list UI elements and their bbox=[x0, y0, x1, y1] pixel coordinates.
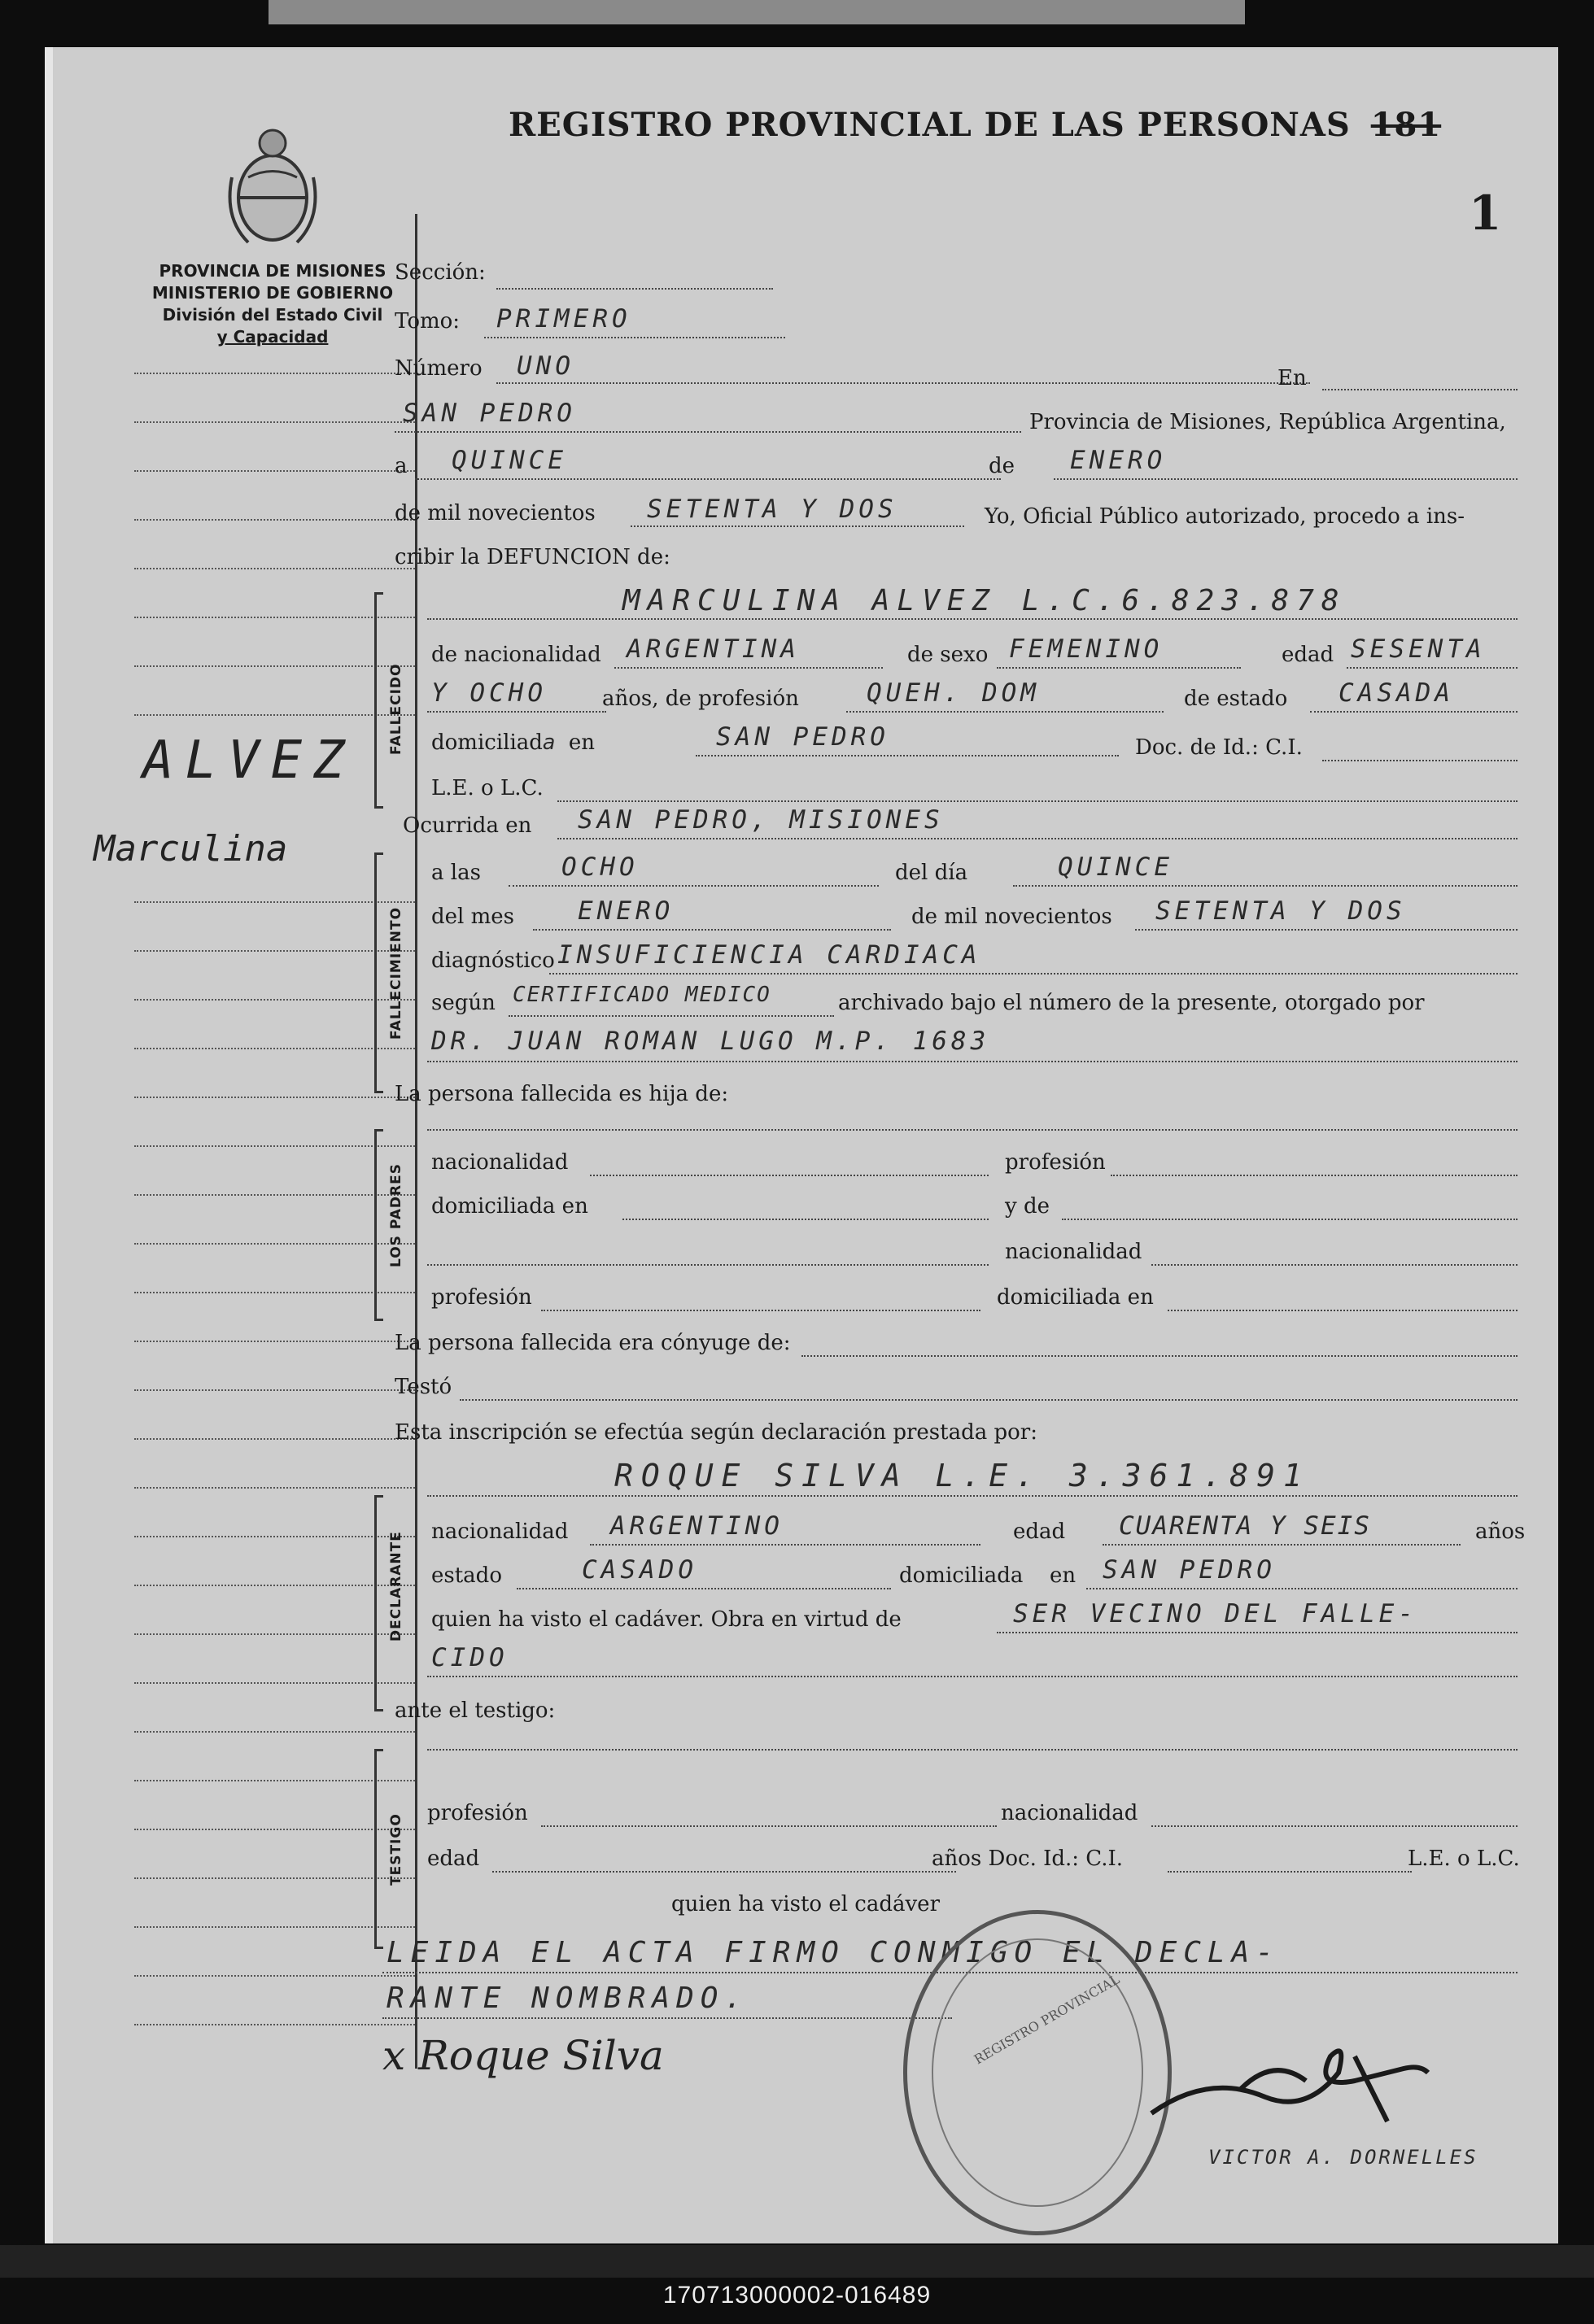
a-las-label: a las bbox=[431, 861, 481, 885]
le-lc-label: L.E. o L.C. bbox=[431, 776, 544, 800]
numero-line bbox=[496, 382, 1310, 384]
madre-nacionalidad-label: nacionalidad bbox=[1005, 1240, 1142, 1264]
seccion-label: Sección: bbox=[395, 260, 486, 285]
padres-bracket bbox=[374, 1129, 383, 1321]
struck-number: 181 bbox=[1370, 106, 1442, 144]
nacionalidad-label: de nacionalidad bbox=[431, 643, 601, 667]
madre-nacionalidad-line bbox=[1151, 1264, 1518, 1266]
sexo-label: de sexo bbox=[907, 643, 989, 667]
numero-value: UNO bbox=[517, 351, 574, 381]
anio-value: SETENTA Y DOS bbox=[647, 495, 897, 524]
document-page bbox=[45, 47, 1558, 2243]
declarante-edad-label: edad bbox=[1013, 1520, 1066, 1544]
fallecido-section-label: FALLECIDO bbox=[388, 663, 404, 755]
title-text: REGISTRO PROVINCIAL DE LAS PERSONAS bbox=[509, 106, 1351, 144]
declarante-estado-label: estado bbox=[431, 1563, 502, 1588]
testigo-le-lc-label: L.E. o L.C. bbox=[1408, 1847, 1520, 1871]
tomo-line bbox=[484, 337, 785, 338]
ministry-line-4: y Capacidad bbox=[216, 327, 329, 347]
padre-nombre-line bbox=[427, 1129, 1518, 1131]
registry-stamp bbox=[903, 1910, 1172, 2235]
closing-line-2: RANTE NOMBRADO. bbox=[386, 1982, 749, 2015]
edad-label: edad bbox=[1282, 643, 1334, 667]
declarante-estado-value: CASADO bbox=[582, 1555, 697, 1585]
ocurrida-value: SAN PEDRO, MISIONES bbox=[578, 805, 944, 835]
mes-line-2 bbox=[533, 929, 891, 931]
declarante-nacionalidad-label: nacionalidad bbox=[431, 1520, 569, 1544]
en-line bbox=[1322, 389, 1518, 390]
declarante-virtud-value: SER VECINO DEL FALLE- bbox=[1013, 1599, 1417, 1629]
conyuge-line bbox=[801, 1355, 1518, 1357]
declarante-domiciliada-label: domiciliada bbox=[899, 1563, 1024, 1588]
lugar-value: SAN PEDRO bbox=[403, 399, 576, 428]
testigo-nacionalidad-label: nacionalidad bbox=[1001, 1801, 1138, 1825]
madre-profesion-line bbox=[541, 1310, 980, 1311]
fallecimiento-section-label: FALLECIMIENTO bbox=[388, 906, 404, 1040]
padres-section-label: LOS PADRES bbox=[388, 1163, 404, 1267]
testo-line bbox=[460, 1399, 1518, 1401]
declaracion-label: Esta inscripción se efectúa según declaración prestada por: bbox=[395, 1420, 1037, 1445]
column-divider bbox=[415, 214, 417, 2069]
padre-domicilio-line bbox=[622, 1219, 989, 1220]
declarante-domicilio-line bbox=[1086, 1588, 1518, 1589]
declarante-nacionalidad-line bbox=[590, 1544, 980, 1546]
edad-line-2 bbox=[427, 711, 606, 713]
fallecimiento-dia-value: QUINCE bbox=[1058, 852, 1173, 882]
oficial-text: Yo, Oficial Público autorizado, procedo a ins- bbox=[985, 504, 1465, 529]
official-signature-icon bbox=[1143, 2024, 1452, 2138]
diagnostico-line bbox=[549, 973, 1518, 975]
fallecido-bracket bbox=[374, 592, 383, 809]
provincia-text: Provincia de Misiones, República Argentina, bbox=[1029, 410, 1506, 434]
official-name: VICTOR A. DORNELLES bbox=[1208, 2146, 1478, 2169]
testigo-edad-line bbox=[492, 1871, 956, 1873]
testigo-section-label: TESTIGO bbox=[388, 1813, 404, 1886]
scan-bottom-strip bbox=[0, 2245, 1594, 2278]
declarante-nacionalidad-value: ARGENTINO bbox=[610, 1511, 784, 1541]
page-number: 1 bbox=[1469, 185, 1502, 241]
domicilio-line bbox=[696, 755, 1119, 756]
domicilio-label: domiciliad bbox=[431, 730, 543, 755]
archivado-text: archivado bajo el número de la presente, otorgado por bbox=[838, 991, 1425, 1015]
mes-value: ENERO bbox=[1070, 446, 1167, 475]
anio-line bbox=[631, 525, 964, 527]
padre-nacionalidad-line bbox=[590, 1175, 989, 1176]
scan-image-id: 170713000002-016489 bbox=[662, 2282, 932, 2309]
del-dia-label: del día bbox=[895, 861, 968, 885]
fallecimiento-bracket bbox=[374, 852, 383, 1093]
ministry-line-3: División del Estado Civil bbox=[162, 305, 383, 325]
declarante-anos-label: años bbox=[1475, 1520, 1526, 1544]
segun-label: según bbox=[431, 991, 496, 1015]
de-label: de bbox=[989, 454, 1015, 478]
declarante-visto-label: quien ha visto el cadáver. Obra en virtud de bbox=[431, 1607, 902, 1632]
profesion-value: QUEH. DOM bbox=[867, 678, 1040, 708]
background-edge bbox=[269, 0, 1245, 24]
padre-profesion-line bbox=[1111, 1175, 1518, 1176]
madre-nombre-line bbox=[1062, 1219, 1518, 1220]
fallecimiento-anio-value: SETENTA Y DOS bbox=[1155, 896, 1406, 926]
padres-intro: La persona fallecida es hija de: bbox=[395, 1082, 729, 1106]
estado-line bbox=[1310, 711, 1518, 713]
inscribir-text: cribir la DEFUNCION de: bbox=[395, 545, 670, 569]
doc-label: Doc. de Id.: C.I. bbox=[1135, 735, 1303, 760]
doc-line bbox=[1322, 760, 1518, 761]
estado-value: CASADA bbox=[1339, 678, 1454, 708]
medico-value: DR. JUAN ROMAN LUGO M.P. 1683 bbox=[431, 1027, 990, 1056]
fallecido-nombre-line bbox=[427, 618, 1518, 620]
declarante-virtud-line-2 bbox=[427, 1676, 1518, 1677]
dia-line-2 bbox=[1013, 885, 1518, 887]
declarante-section-label: DECLARANTE bbox=[388, 1531, 404, 1642]
declarante-bracket bbox=[374, 1495, 383, 1711]
declarant-signature: x Roque Silva bbox=[382, 2032, 664, 2079]
tomo-value: PRIMERO bbox=[496, 304, 631, 334]
nacionalidad-line bbox=[614, 667, 883, 669]
madre-domiciliada-label: domiciliada en bbox=[997, 1285, 1154, 1310]
padres-blank-line bbox=[427, 1264, 989, 1266]
hora-value: OCHO bbox=[561, 852, 639, 882]
ministry-line-1: PROVINCIA DE MISIONES bbox=[159, 261, 386, 281]
testo-label: Testó bbox=[395, 1375, 452, 1399]
conyuge-label: La persona fallecida era cónyuge de: bbox=[395, 1331, 791, 1355]
ante-testigo-label: ante el testigo: bbox=[395, 1698, 556, 1723]
anos-profesion-label: años, de profesión bbox=[602, 687, 799, 711]
testigo-profesion-label: profesión bbox=[427, 1801, 528, 1825]
stamp-text: REGISTRO PROVINCIAL bbox=[971, 1971, 1123, 2068]
edad-value: SESENTA bbox=[1351, 634, 1486, 664]
profesion-line bbox=[846, 711, 1164, 713]
anio-line-2 bbox=[1135, 929, 1518, 931]
del-mes-label: del mes bbox=[431, 905, 514, 929]
y-de-label: y de bbox=[1005, 1194, 1050, 1219]
dia-value: QUINCE bbox=[452, 446, 567, 475]
domicilio-en-label: en bbox=[568, 730, 595, 755]
nacionalidad-value: ARGENTINA bbox=[627, 634, 800, 664]
declarante-nombre-value: ROQUE SILVA L.E. 3.361.891 bbox=[614, 1458, 1310, 1493]
ocurrida-line bbox=[557, 838, 1518, 839]
declarante-nombre-line bbox=[427, 1495, 1518, 1497]
en-label: En bbox=[1277, 366, 1307, 390]
margin-given-name: Marculina bbox=[94, 828, 288, 870]
anio-label: de mil novecientos bbox=[395, 501, 596, 525]
padre-profesion-label: profesión bbox=[1005, 1150, 1106, 1175]
declarante-edad-line bbox=[1103, 1544, 1461, 1546]
coat-of-arms-icon bbox=[224, 120, 321, 251]
medico-line bbox=[427, 1061, 1518, 1062]
testigo-nacionalidad-line bbox=[1151, 1825, 1518, 1827]
declarante-edad-value: CUARENTA Y SEIS bbox=[1119, 1511, 1371, 1541]
seccion-line bbox=[496, 288, 773, 290]
testigo-bracket bbox=[374, 1749, 383, 1949]
edad-line bbox=[1347, 667, 1518, 669]
ministry-block bbox=[118, 260, 427, 348]
declarante-virtud-line bbox=[997, 1632, 1518, 1633]
segun-value: CERTIFICADO MEDICO bbox=[513, 983, 771, 1007]
testigo-profesion-line bbox=[541, 1825, 997, 1827]
fallecimiento-anio-label: de mil novecientos bbox=[911, 905, 1112, 929]
testigo-doc-line bbox=[1168, 1871, 1412, 1873]
sexo-line bbox=[997, 667, 1241, 669]
a-label: a bbox=[395, 454, 408, 478]
ministry-line-2: MINISTERIO DE GOBIERNO bbox=[151, 283, 394, 303]
segun-line bbox=[509, 1015, 834, 1017]
declarante-en-label: en bbox=[1050, 1563, 1076, 1588]
lugar-line bbox=[395, 431, 1021, 433]
dia-line bbox=[415, 478, 1001, 480]
declarante-estado-line bbox=[517, 1588, 891, 1589]
declarante-domicilio-value: SAN PEDRO bbox=[1103, 1555, 1276, 1585]
hora-line bbox=[509, 885, 879, 887]
tomo-label: Tomo: bbox=[395, 309, 461, 334]
madre-profesion-label: profesión bbox=[431, 1285, 532, 1310]
diagnostico-value: INSUFICIENCIA CARDIACA bbox=[557, 940, 981, 970]
testigo-edad-label: edad bbox=[427, 1847, 480, 1871]
closing-line-2-rule bbox=[382, 2017, 952, 2019]
domicilio-suffix: a bbox=[542, 730, 556, 755]
madre-domicilio-line bbox=[1168, 1310, 1518, 1311]
testigo-anos-doc-label: años Doc. Id.: C.I. bbox=[932, 1847, 1124, 1871]
fallecimiento-mes-value: ENERO bbox=[578, 896, 675, 926]
padre-domiciliada-label: domiciliada en bbox=[431, 1194, 588, 1219]
ocurrida-label: Ocurrida en bbox=[403, 813, 532, 838]
diagnostico-label: diagnóstico bbox=[431, 948, 555, 973]
document-title bbox=[509, 106, 1441, 144]
testigo-visto-label: quien ha visto el cadáver bbox=[671, 1892, 941, 1916]
le-lc-line bbox=[557, 800, 1518, 802]
margin-surname: ALVEZ bbox=[142, 730, 356, 791]
testigo-nombre-line bbox=[427, 1749, 1518, 1751]
padre-nacionalidad-label: nacionalidad bbox=[431, 1150, 569, 1175]
fallecido-nombre-value: MARCULINA ALVEZ L.C.6.823.878 bbox=[622, 584, 1347, 617]
declarante-virtud-value-2: CIDO bbox=[431, 1643, 509, 1672]
domicilio-value: SAN PEDRO bbox=[716, 722, 889, 752]
estado-label: de estado bbox=[1184, 687, 1288, 711]
mes-line bbox=[1054, 478, 1518, 480]
numero-label: Número bbox=[395, 356, 483, 381]
edad-value-2: Y OCHO bbox=[431, 678, 547, 708]
closing-line-1: LEIDA EL ACTA FIRMO CONMIGO EL DECLA- bbox=[386, 1936, 1280, 1969]
sexo-value: FEMENINO bbox=[1009, 634, 1164, 664]
